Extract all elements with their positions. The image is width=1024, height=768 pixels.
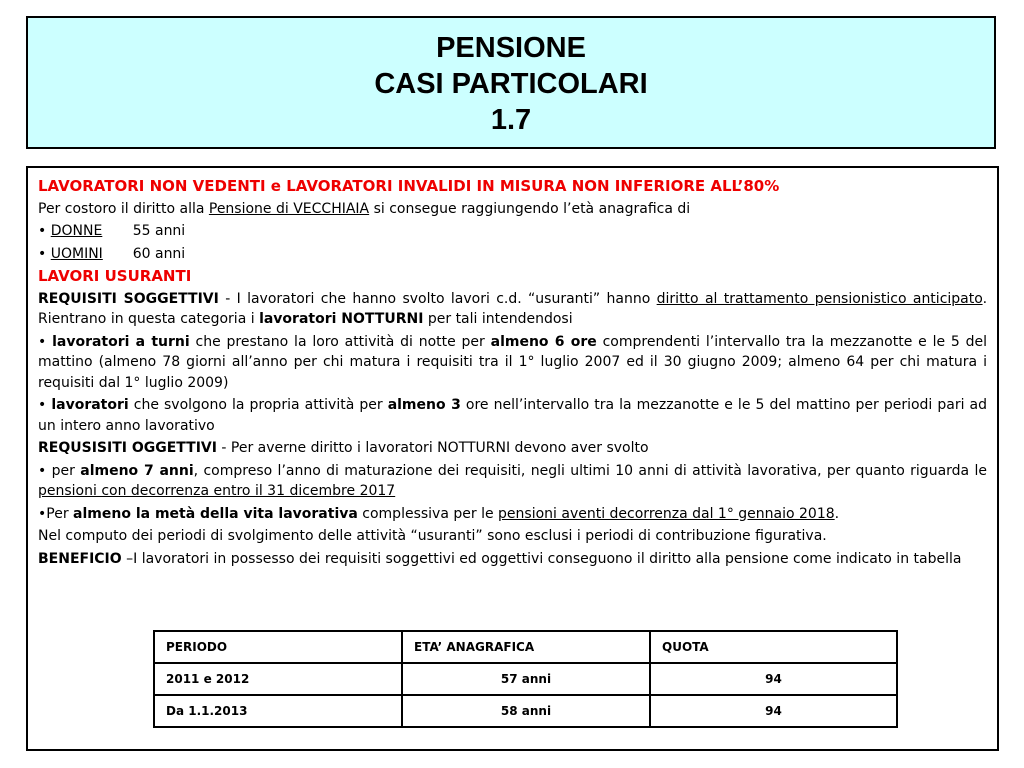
b1-bold1: lavoratori a turni xyxy=(52,333,190,350)
req-sogg-link: diritto al trattamento pensionistico anticipato xyxy=(656,290,983,307)
table-header-row xyxy=(154,631,897,663)
req-ogg-text: - Per averne diritto i lavoratori NOTTURNI devono aver svolto xyxy=(216,440,649,456)
req-ogg-label: REQUSISITI OGGETTIVI xyxy=(38,440,217,456)
beneficio-row xyxy=(38,549,987,570)
title-banner xyxy=(26,16,996,149)
bullet: • xyxy=(38,223,47,239)
bullet: • xyxy=(38,462,47,479)
pension-table xyxy=(153,630,898,728)
intro-paragraph xyxy=(38,199,987,220)
b1-text2: comprendenti l’intervallo tra la mezzanotte e le 5 del mattino (almeno 78 giorni all’anno per chi matura i requisiti tra il 1° luglio 2007 ed il 30 giugno 2009; almeno 64 per chi matura i requisiti dal 1° luglio 2009) xyxy=(38,333,987,391)
bullet-7-anni xyxy=(38,461,987,502)
b1-bold2: almeno 6 ore xyxy=(490,333,597,350)
beneficio-label-group xyxy=(38,549,133,570)
table-header-cell: QUOTA xyxy=(650,631,897,663)
b1-text1: che prestano la loro attività di notte per xyxy=(189,333,491,350)
intro-text-pre: Per costoro il diritto alla xyxy=(38,200,209,217)
intro-link-vecchiaia: Pensione di VECCHIAIA xyxy=(208,200,370,217)
b4-bold: almeno la metà della vita lavorativa xyxy=(73,505,358,522)
table-row xyxy=(154,695,897,727)
table-row xyxy=(154,663,897,695)
table-cell-quota: 94 xyxy=(650,695,897,727)
men-value: 60 anni xyxy=(132,245,186,262)
women-value: 55 anni xyxy=(132,223,186,239)
b2-bold1: lavoratori xyxy=(51,397,129,413)
beneficio-text: I lavoratori in possesso dei requisiti soggettivi ed oggettivi conseguono il diritto alla pensione come indicato in tabella xyxy=(133,550,962,567)
table-cell-periodo: 2011 e 2012 xyxy=(154,663,402,695)
table-cell-periodo: Da 1.1.2013 xyxy=(154,695,402,727)
section-heading-usuranti: LAVORI USURANTI xyxy=(38,267,192,285)
requisiti-soggettivi-paragraph xyxy=(38,289,987,330)
computo-paragraph: Nel computo dei periodi di svolgimento delle attività “usuranti” sono esclusi i periodi di contribuzione figurativa. xyxy=(38,528,827,544)
bullet: • xyxy=(38,245,47,262)
men-row xyxy=(38,244,987,265)
table-header-cell: PERIODO xyxy=(154,631,402,663)
bullet: • xyxy=(38,397,47,413)
section-heading-non-vedenti: LAVORATORI NON VEDENTI e LAVORATORI INVALIDI IN MISURA NON INFERIORE ALL’80% xyxy=(38,177,780,195)
b4-text2: complessiva per le xyxy=(357,505,499,522)
page-title-line3: 1.7 xyxy=(490,104,532,136)
b4-text3: . xyxy=(834,505,840,522)
women-row xyxy=(38,221,987,242)
table-header-cell: ETA’ ANAGRAFICA xyxy=(402,631,650,663)
b4-link: pensioni aventi decorrenza dal 1° gennaio 2018 xyxy=(498,505,835,522)
req-sogg-bold: lavoratori NOTTURNI xyxy=(259,311,424,327)
bullet-meta-vita xyxy=(38,504,987,525)
b2-text2: ore nell’intervallo tra la mezzanotte e le 5 del mattino per periodi pari ad un intero anno lavorativo xyxy=(38,397,988,434)
req-sogg-mid: . Rientrano in questa categoria i xyxy=(38,290,988,327)
bullet: • xyxy=(38,333,47,350)
intro-text-post: si consegue raggiungendo l’età anagrafica di xyxy=(369,200,691,217)
men-label: UOMINI xyxy=(50,245,103,262)
bullet-lavoratori xyxy=(38,395,987,436)
women-label: DONNE xyxy=(50,223,103,239)
table-cell-quota: 94 xyxy=(650,663,897,695)
table-cell-eta: 57 anni xyxy=(402,663,650,695)
page-title-line2: CASI PARTICOLARI xyxy=(374,68,648,100)
bullet: • xyxy=(38,505,47,522)
req-sogg-label: REQUISITI SOGGETTIVI xyxy=(38,290,219,307)
beneficio-dash: – xyxy=(121,550,134,567)
req-sogg-post: per tali intendendosi xyxy=(423,311,573,327)
table-cell-eta: 58 anni xyxy=(402,695,650,727)
b3-text2: , compreso l’anno di maturazione dei requisiti, negli ultimi 10 anni di attività lavorativa, per quanto riguarda le xyxy=(193,462,987,479)
b3-bold: almeno 7 anni xyxy=(80,462,194,479)
b3-link: pensioni con decorrenza entro il 31 dicembre 2017 xyxy=(38,483,396,499)
b4-text1: Per xyxy=(46,505,74,522)
b3-text1: per xyxy=(46,462,81,479)
b2-bold2: almeno 3 xyxy=(387,397,461,413)
beneficio-label: BENEFICIO xyxy=(38,550,122,567)
b2-text1: che svolgono la propria attività per xyxy=(128,397,388,413)
bullet-turni xyxy=(38,332,987,394)
req-sogg-pre: - I lavoratori che hanno svolto lavori c.d. “usuranti” hanno xyxy=(218,290,657,307)
page-title-line1: PENSIONE xyxy=(436,32,586,64)
requisiti-oggettivi-paragraph xyxy=(38,438,987,459)
